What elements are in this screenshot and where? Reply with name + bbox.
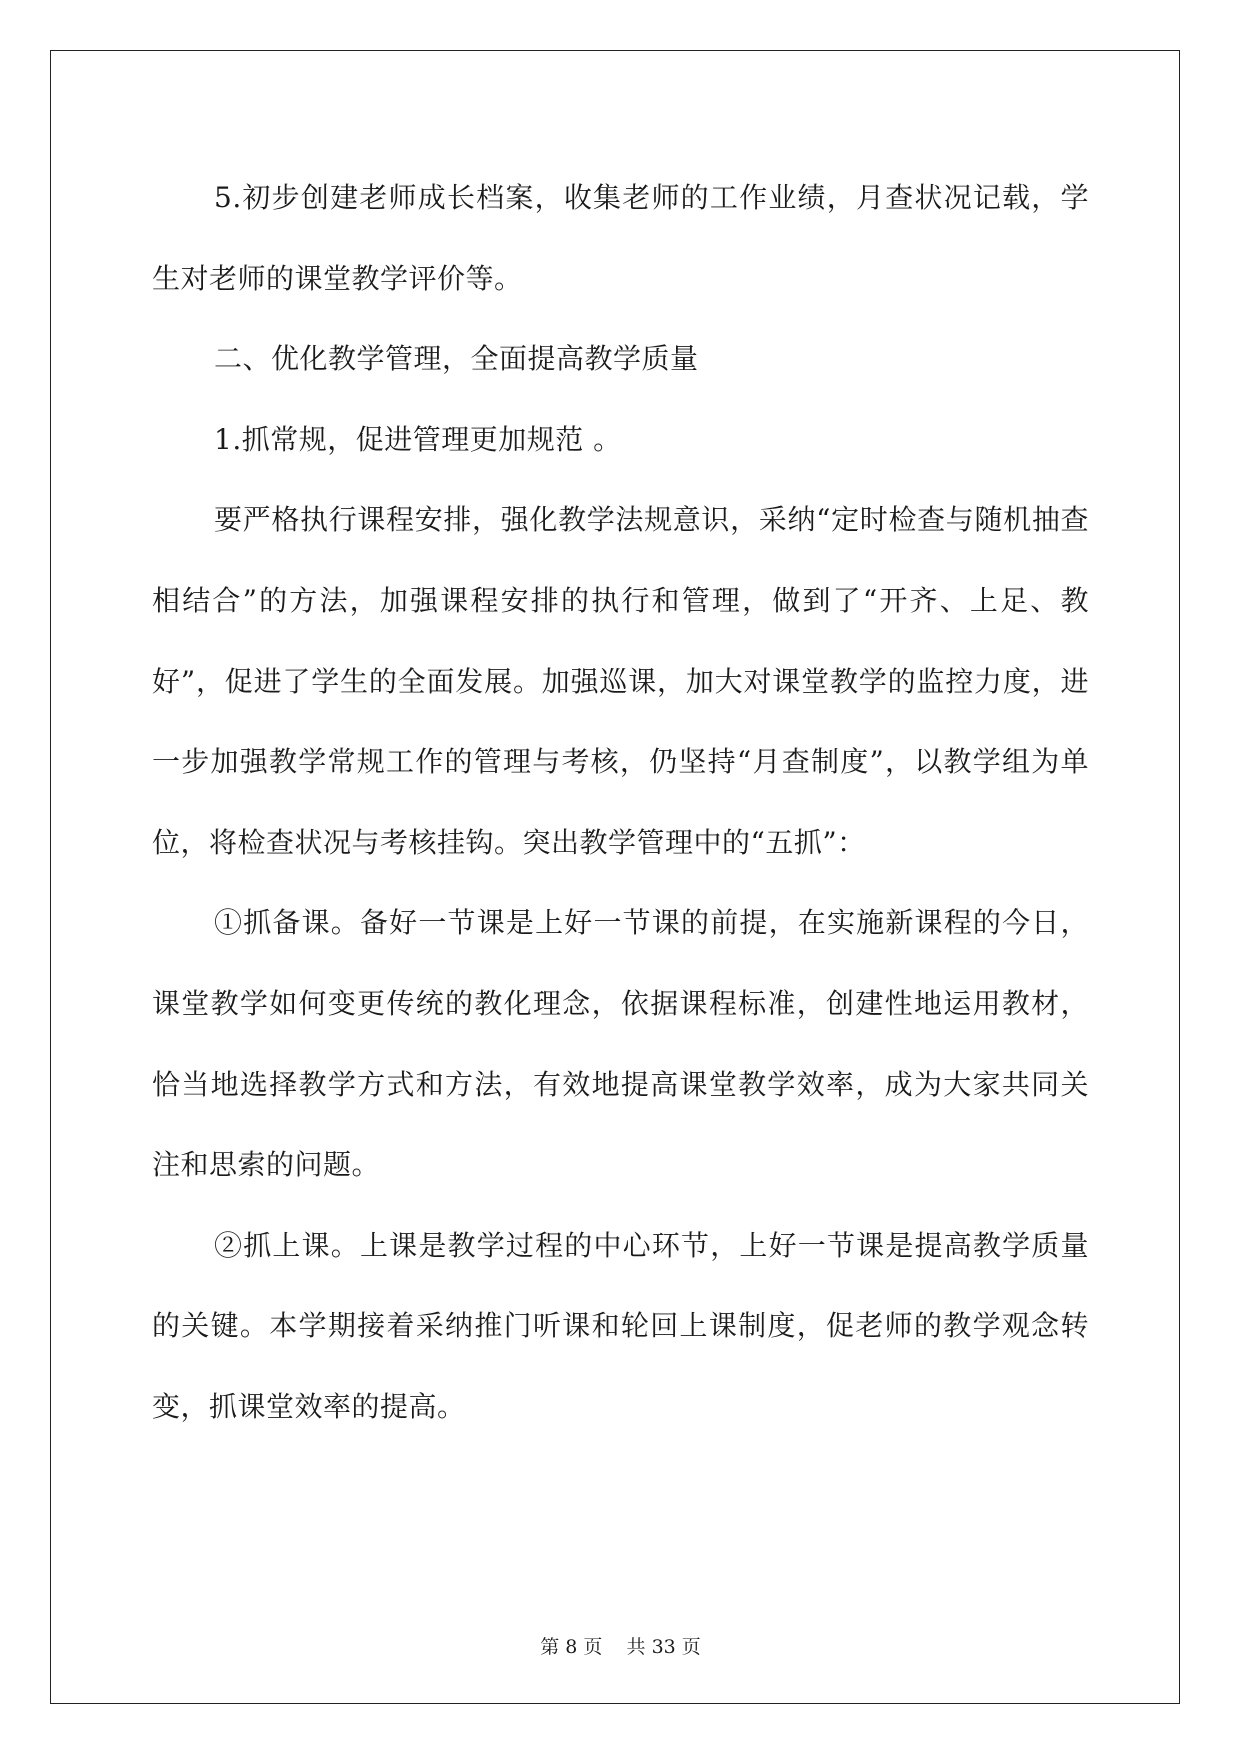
subsection-heading: 1.抓常规，促进管理更加规范 。 [214, 422, 622, 456]
document-body [152, 158, 1089, 1448]
paragraph: 5.初步创建老师成长档案，收集老师的工作业绩，月查状况记载，学生对老师的课堂教学评价等。 [152, 181, 1089, 295]
page-number: 第 8 页 [540, 1636, 603, 1658]
page-total: 共 33 页 [626, 1636, 701, 1658]
section-heading: 二、优化教学管理，全面提高教学质量 [214, 342, 699, 376]
paragraph: 要严格执行课程安排，强化教学法规意识，采纳“定时检查与随机抽查相结合”的方法，加强课程安排的执行和管理，做到了“开齐、上足、教好”，促进了学生的全面发展。加强巡课，加大对课堂教学的监控力度，进一步加强教学常规工作的管理与考核，仍坚持“月查制度”，以教学组为单位，将检查状况与考核挂钩。突出教学管理中的“五抓”： [152, 503, 1089, 859]
paragraph: ②抓上课。上课是教学过程的中心环节，上好一节课是提高教学质量的关键。本学期接着采纳推门听课和轮回上课制度，促老师的教学观念转变，抓课堂效率的提高。 [152, 1228, 1089, 1423]
paragraph: ①抓备课。备好一节课是上好一节课的前提，在实施新课程的今日，课堂教学如何变更传统的教化理念，依据课程标准，创建性地运用教材，恰当地选择教学方式和方法，有效地提高课堂教学效率，成为大家共同关注和思索的问题。 [152, 906, 1089, 1182]
page-footer [0, 1632, 1241, 1659]
